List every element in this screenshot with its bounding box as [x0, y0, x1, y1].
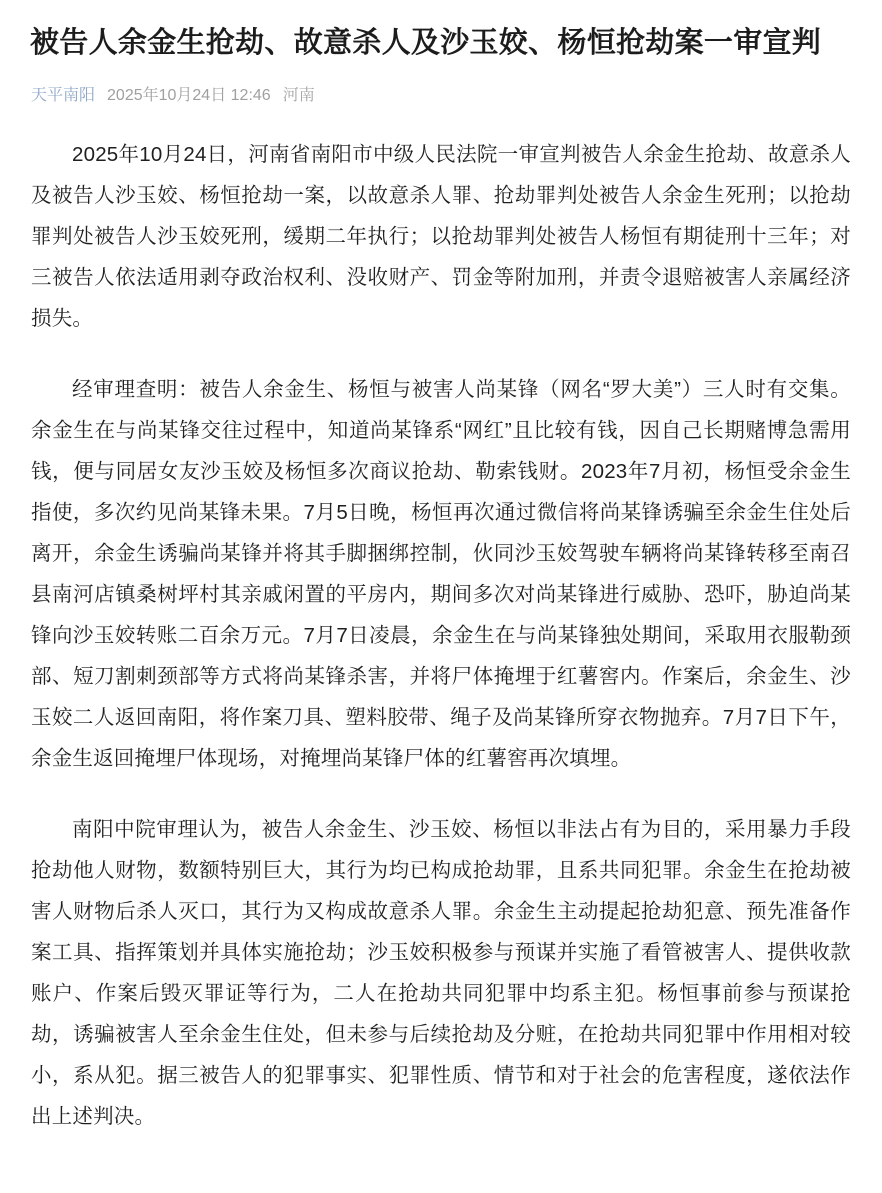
article-body: [28, 134, 854, 1137]
article-paragraph: 2025年10月24日，河南省南阳市中级人民法院一审宣判被告人余金生抢劫、故意杀人及被告人沙玉姣、杨恒抢劫一案，以故意杀人罪、抢劫罪判处被告人余金生死刑；以抢劫罪判处被告人沙玉姣死刑，缓期二年执行；以抢劫罪判处被告人杨恒有期徒刑十三年；对三被告人依法适用剥夺政治权利、没收财产、罚金等附加刑，并责令退赔被害人亲属经济损失。: [31, 142, 851, 330]
article-meta: [28, 85, 854, 107]
page-title: 被告人余金生抢劫、故意杀人及沙玉姣、杨恒抢劫案一审宣判: [30, 27, 822, 59]
article-paragraph: 经审理查明：被告人余金生、杨恒与被害人尚某锋（网名“罗大美”）三人时有交集。余金生在与尚某锋交往过程中，知道尚某锋系“网红”且比较有钱，因自己长期赌博急需用钱，便与同居女友沙玉姣及杨恒多次商议抢劫、勒索钱财。2023年7月初，杨恒受余金生指使，多次约见尚某锋未果。7月5日晚，杨恒再次通过微信将尚某锋诱骗至余金生住处后离开，余金生诱骗尚某锋并将其手脚捆绑控制，伙同沙玉姣驾驶车辆将尚某锋转移至南召县南河店镇桑树坪村其亲戚闲置的平房内，期间多次对尚某锋进行威胁、恐吓，胁迫尚某锋向沙玉姣转账二百余万元。7月7日凌晨，余金生在与尚某锋独处期间，采取用衣服勒颈部、短刀割刺颈部等方式将尚某锋杀害，并将尸体掩埋于红薯窖内。作案后，余金生、沙玉姣二人返回南阳，将作案刀具、塑料胶带、绳子及尚某锋所穿衣物抛弃。7月7日下午，余金生返回掩埋尸体现场，对掩埋尚某锋尸体的红薯窖再次填埋。: [31, 377, 851, 770]
article-timestamp: 2025年10月24日 12:46: [107, 87, 271, 105]
article-paragraph: 南阳中院审理认为，被告人余金生、沙玉姣、杨恒以非法占有为目的，采用暴力手段抢劫他人财物，数额特别巨大，其行为均已构成抢劫罪，且系共同犯罪。余金生在抢劫被害人财物后杀人灭口，其行为又构成故意杀人罪。余金生主动提起抢劫犯意、预先准备作案工具、指挥策划并具体实施抢劫；沙玉姣积极参与预谋并实施了看管被害人、提供收款账户、作案后毁灭罪证等行为，二人在抢劫共同犯罪中均系主犯。杨恒事前参与预谋抢劫，诱骗被害人至余金生住处，但未参与后续抢劫及分赃，在抢劫共同犯罪中作用相对较小，系从犯。据三被告人的犯罪事实、犯罪性质、情节和对于社会的危害程度，遂依法作出上述判决。: [31, 817, 851, 1128]
article-source[interactable]: 天平南阳: [31, 87, 96, 105]
article-location: 河南: [282, 87, 315, 105]
